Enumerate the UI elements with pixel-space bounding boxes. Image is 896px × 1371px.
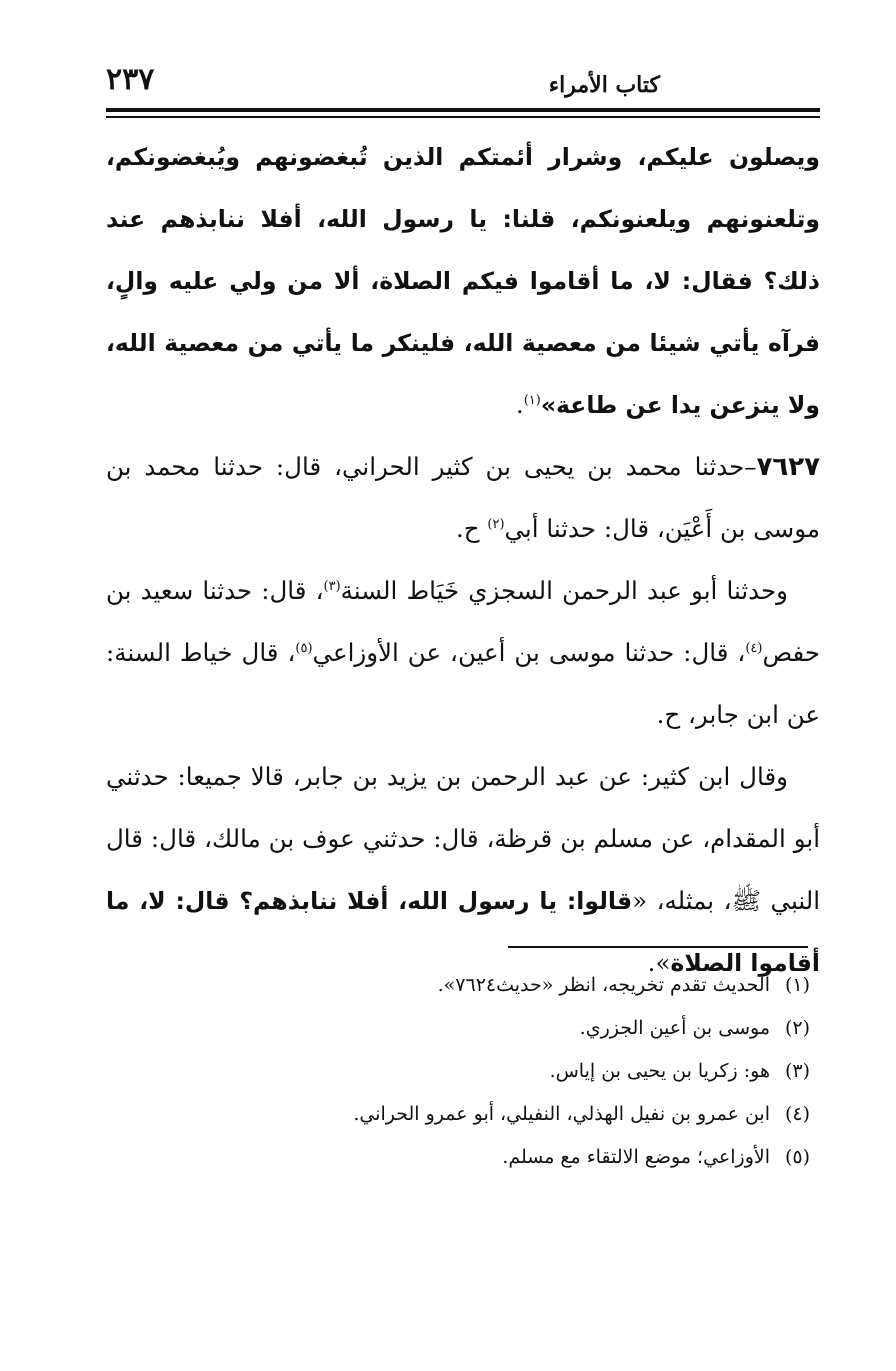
- hadith-number: ٧٦٢٧: [756, 452, 820, 482]
- paragraph-1: [106, 126, 820, 436]
- footnote-ref-1: (١): [523, 392, 541, 408]
- isnad-text-end: ح.: [455, 514, 488, 543]
- isnad-text: –حدثنا محمد بن يحيى بن كثير الحراني، قال: حدثنا محمد بن موسى بن أَعْيَن، قال: حدثنا أبي: [106, 452, 820, 543]
- hadith-text-bold: قالوا: يا رسول الله، أفلا ننابذهم؟ قال: لا، ما أقاموا الصلاة: [106, 887, 820, 977]
- main-text: [106, 126, 820, 994]
- isnad-text: ، قال: حدثنا موسى بن أعين، عن الأوزاعي: [312, 638, 746, 667]
- page-header: [106, 62, 820, 110]
- footnote-item: [200, 1136, 810, 1179]
- footnote-text: ابن عمرو بن نفيل الهذلي، النفيلي، أبو عمرو الحراني.: [353, 1103, 770, 1125]
- footnote-number: (١): [784, 974, 810, 996]
- paragraph-3: [106, 560, 820, 746]
- footnote-number: (٤): [784, 1103, 810, 1125]
- footnote-text: هو: زكريا بن يحيى بن إياس.: [549, 1060, 770, 1082]
- footnote-ref-5: (٥): [295, 640, 313, 656]
- header-rule-thin: [106, 116, 820, 118]
- footnote-ref-2: (٢): [487, 516, 505, 532]
- header-rule-thick: [106, 108, 820, 112]
- footnote-number: (٣): [784, 1060, 810, 1082]
- footnote-item: [200, 964, 810, 1007]
- paragraph-4: [106, 746, 820, 994]
- footnote-number: (٢): [784, 1017, 810, 1039]
- running-title: كتاب الأمراء: [548, 72, 660, 98]
- footnote-item: [200, 1093, 810, 1136]
- footnote-separator: [508, 946, 808, 948]
- isnad-text: ، قال: حدثنا سعيد بن حفص: [106, 576, 821, 667]
- footnote-ref-4: (٤): [745, 640, 763, 656]
- footnote-item: [200, 1050, 810, 1093]
- footnote-ref-3: (٣): [323, 578, 341, 594]
- footnote-number: (٥): [784, 1146, 810, 1168]
- paragraph-end: ».: [647, 948, 671, 977]
- paragraph-end: .: [515, 390, 524, 419]
- footnotes: [200, 964, 810, 1179]
- isnad-text: وقال ابن كثير: عن عبد الرحمن بن يزيد بن جابر، قالا جميعا: حدثني أبو المقدام، عن مسلم بن قرظة، قال: حدثني عوف بن مالك، قال: قال النبي ﷺ، بمثله، «: [106, 762, 820, 915]
- footnote-text: موسى بن أعين الجزري.: [579, 1017, 770, 1039]
- isnad-text: وحدثنا أبو عبد الرحمن السجزي خَيَاط السنة: [340, 576, 788, 605]
- footnote-item: [200, 1007, 810, 1050]
- hadith-text-bold: ويصلون عليكم، وشرار أئمتكم الذين تُبغضونهم ويُبغضونكم، وتلعنونهم ويلعنونكم، قلنا: يا رسول الله، أفلا ننابذهم عند ذلك؟ فقال: لا، ما أقاموا فيكم الصلاة، ألا من ولي عليه والٍ، فرآه يأتي شيئا من معصية الله، فلينكر ما يأتي من معصية الله، ولا ينزعن يدا عن طاعة»: [106, 143, 820, 419]
- page-number: ٢٣٧: [106, 62, 155, 97]
- paragraph-2: [106, 436, 820, 560]
- footnote-text: الحديث تقدم تخريجه، انظر «حديث٧٦٢٤».: [437, 974, 770, 996]
- isnad-text: ، قال خياط السنة: عن ابن جابر، ح.: [106, 638, 820, 729]
- footnote-text: الأوزاعي؛ موضع الالتقاء مع مسلم.: [502, 1146, 770, 1168]
